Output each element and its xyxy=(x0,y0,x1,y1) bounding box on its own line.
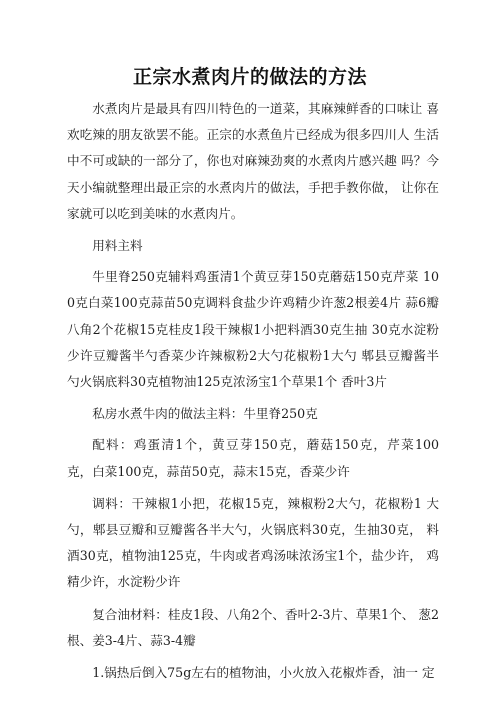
page-title: 正宗水煮肉片的做法的方法 xyxy=(132,66,367,88)
intro-paragraph: 水煮肉片是最具有四川特色的一道菜，其麻辣鲜香的口味让 喜欢吃辣的朋友欲罢不能。正宗的水煮鱼片已经成为很多四川人 生活中不可或缺的一部分了，你也对麻辣劲爽的水煮肉片感兴趣 吗？今天小编就整理出最正宗的水煮肉片的做法，手把手教你做， 让你在家就可以吃到美味的水煮肉片。 xyxy=(67,101,439,221)
article-body xyxy=(67,96,439,692)
ingredients-heading: 用料主料 xyxy=(92,238,143,254)
main-ingredient-paragraph: 私房水煮牛肉的做法主料：牛里脊250克 xyxy=(92,406,318,422)
ingredients-paragraph: 牛里脊250克辅料鸡蛋清1个黄豆芽150克蘑菇150克芹菜 100克白菜100克蒜苗50克调料食盐少许鸡精少许葱2根姜4片 蒜6瓣八角2个花椒15克桂皮1段干辣椒1小把料酒30克生抽 30克水淀粉少许豆瓣酱半勺香菜少许辣椒粉2大勺花椒粉1大勺 郫县豆瓣酱半勺火锅底料30克植物油125克浓汤宝1个草果1个 香叶3片 xyxy=(67,269,439,390)
compound-oil-paragraph: 复合油材料：桂皮1段、八角2个、香叶2-3片、草果1个、 葱2根、姜3-4片、蒜3-4瓣 xyxy=(67,606,439,648)
step-1-paragraph: 1.锅热后倒入75g左右的植物油，小火放入花椒炸香，油一 定 xyxy=(92,665,435,681)
seasoning-paragraph: 调料：干辣椒1小把，花椒15克，辣椒粉2大勺，花椒粉1 大勺，郫县豆瓣和豆瓣酱各半大勺，火锅底料30克，生抽30克， 料酒30克，植物油125克，牛肉或者鸡汤味浓汤宝1个，盐少许， 鸡精少许，水淀粉少许 xyxy=(67,495,439,590)
side-ingredients-paragraph: 配料：鸡蛋清1个，黄豆芽150克，蘑菇150克，芹菜100 克，白菜100克，蒜苗50克，蒜末15克，香菜少许 xyxy=(67,437,439,479)
